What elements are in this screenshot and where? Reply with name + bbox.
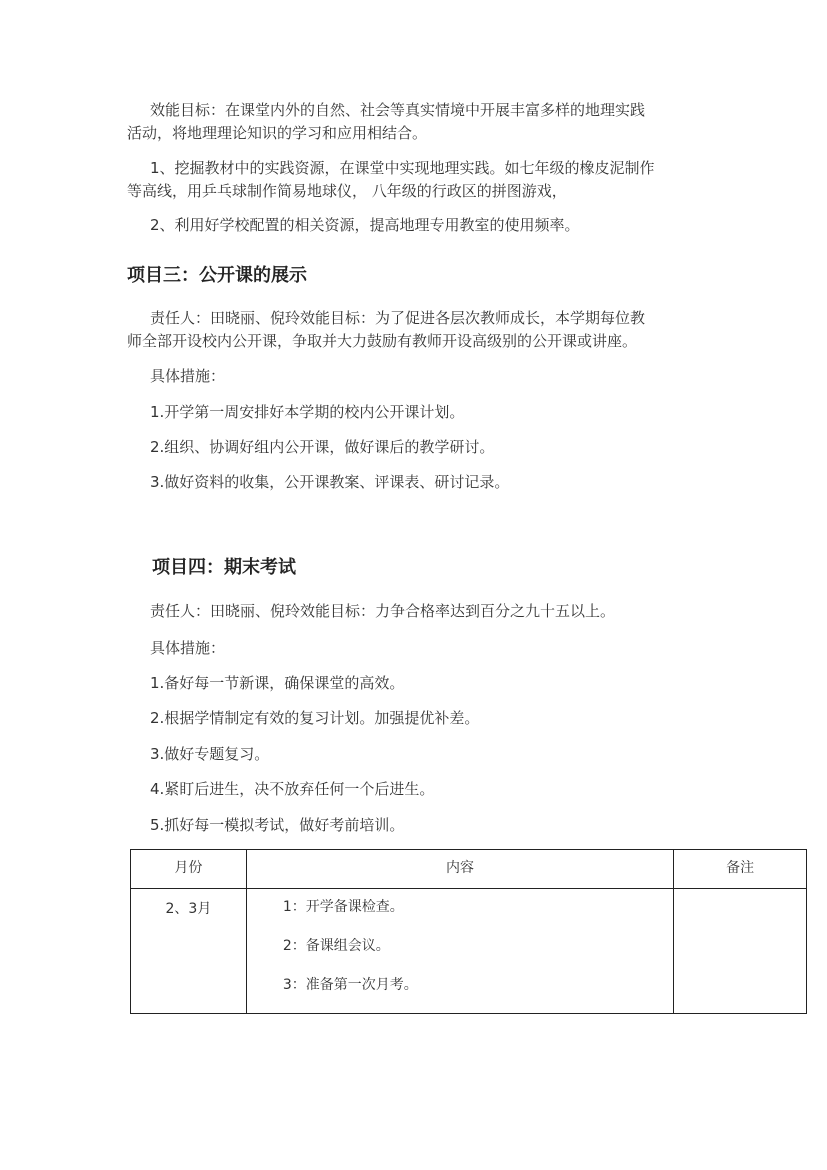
practice-item1-line1: 1、挖掘教材中的实践资源，在课堂中实现地理实践。如七年级的橡皮泥制作 bbox=[150, 159, 655, 177]
project4-measure-1: 1.备好每一节新课，确保课堂的高效。 bbox=[150, 674, 405, 692]
project3-measure-1: 1.开学第一周安排好本学期的校内公开课计划。 bbox=[150, 403, 465, 421]
project3-measures-label: 具体措施： bbox=[150, 367, 226, 385]
header-content: 内容 bbox=[246, 850, 673, 889]
practice-goal-line1: 效能目标：在课堂内外的自然、社会等真实情境中开展丰富多样的地理实践 bbox=[150, 101, 646, 119]
practice-goal-line2: 活动，将地理理论知识的学习和应用相结合。 bbox=[127, 124, 428, 142]
practice-item2: 2、利用好学校配置的相关资源，提高地理专用教室的使用频率。 bbox=[150, 216, 580, 234]
content-item-3: 3：准备第一次月考。 bbox=[282, 977, 418, 993]
project4-measure-5: 5.抓好每一模拟考试，做好考前培训。 bbox=[150, 816, 405, 834]
cell-content bbox=[246, 889, 673, 1014]
header-note: 备注 bbox=[674, 850, 807, 889]
cell-month: 2、3月 bbox=[131, 889, 247, 1014]
practice-item1-line2: 等高线，用乒乓球制作简易地球仪， 八年级的行政区的拼图游戏， bbox=[127, 182, 567, 200]
project4-measure-3: 3.做好专题复习。 bbox=[150, 745, 270, 763]
project4-measures-label: 具体措施： bbox=[150, 639, 226, 657]
project3-goal-line2: 师全部开设校内公开课，争取并大力鼓励有教师开设高级别的公开课或讲座。 bbox=[127, 332, 638, 350]
project4-measure-2: 2.根据学情制定有效的复习计划。加强提优补差。 bbox=[150, 709, 480, 727]
content-item-1: 1：开学备课检查。 bbox=[282, 899, 404, 915]
project3-measure-3: 3.做好资料的收集，公开课教案、评课表、研讨记录。 bbox=[150, 473, 510, 491]
project4-measure-4: 4.紧盯后进生，决不放弃任何一个后进生。 bbox=[150, 780, 435, 798]
project3-goal-line1: 责任人：田晓丽、倪玲效能目标：为了促进各层次教师成长，本学期每位教 bbox=[150, 309, 646, 327]
schedule-table bbox=[130, 849, 807, 1014]
content-item-2: 2：备课组会议。 bbox=[282, 938, 390, 954]
table-header-row bbox=[131, 850, 807, 889]
table-row bbox=[131, 889, 807, 1014]
project4-title: 项目四：期末考试 bbox=[152, 557, 296, 578]
project3-title: 项目三：公开课的展示 bbox=[127, 265, 307, 286]
project4-goal: 责任人：田晓丽、倪玲效能目标：力争合格率达到百分之九十五以上。 bbox=[150, 602, 616, 620]
header-month: 月份 bbox=[131, 850, 247, 889]
cell-note bbox=[674, 889, 807, 1014]
project3-measure-2: 2.组织、协调好组内公开课，做好课后的教学研讨。 bbox=[150, 438, 495, 456]
